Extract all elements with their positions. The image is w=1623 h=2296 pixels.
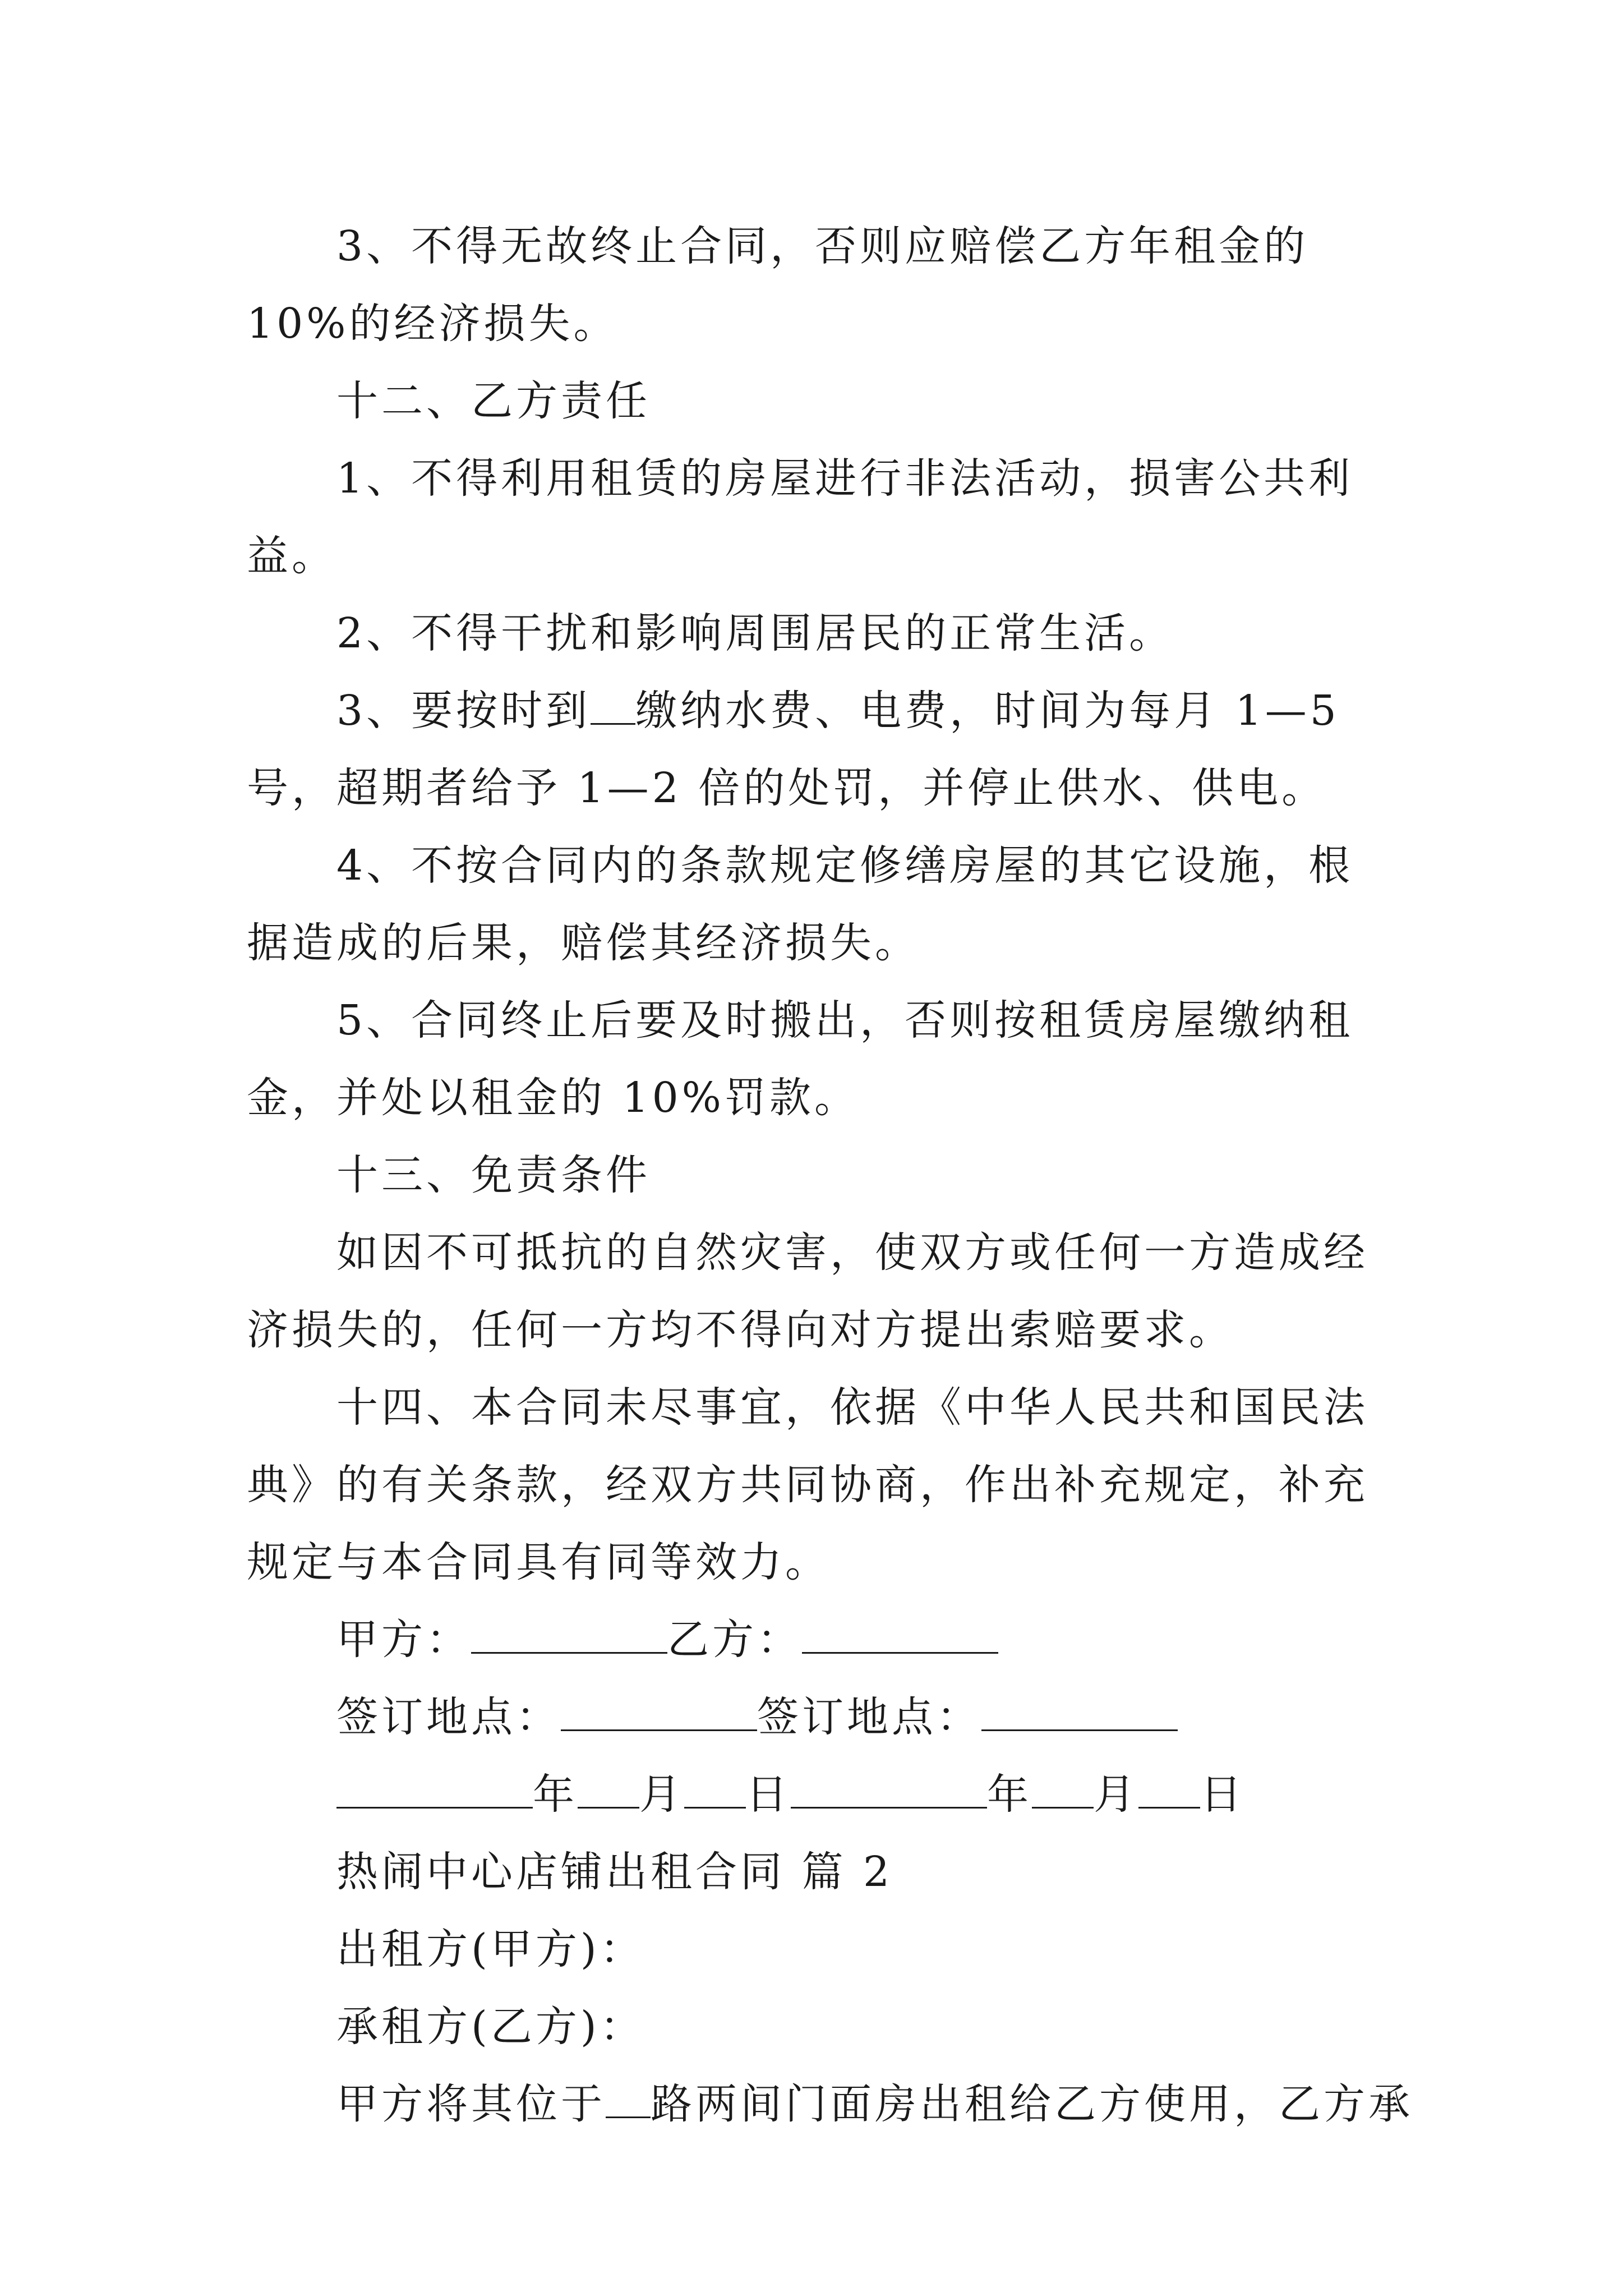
section-heading: 十二、乙方责任 bbox=[336, 377, 651, 425]
clause-paragraph: 2、不得干扰和影响周围居民的正常生活。 bbox=[336, 609, 1174, 657]
clause-paragraph bbox=[247, 2065, 1413, 2143]
year-label: 年 bbox=[533, 1770, 578, 1819]
place-a-label: 签订地点： bbox=[336, 1693, 561, 1741]
fill-blank bbox=[578, 1768, 639, 1809]
clause-text: 甲方将其位于 bbox=[336, 2080, 606, 2128]
signature-date-line bbox=[247, 1756, 1391, 1833]
day-label: 日 bbox=[1200, 1770, 1245, 1819]
fill-blank bbox=[791, 1768, 987, 1809]
place-b-label: 签订地点： bbox=[757, 1693, 981, 1741]
document-body bbox=[247, 208, 1413, 2143]
fill-blank bbox=[471, 1613, 667, 1654]
clause-text: 3、要按时到 bbox=[336, 687, 591, 735]
party-a-label: 甲方： bbox=[336, 1616, 471, 1664]
fill-blank bbox=[684, 1768, 746, 1809]
fill-blank bbox=[606, 2077, 651, 2118]
clause-paragraph: 1、不得利用租赁的房屋进行非法活动，损害公共利益。 bbox=[247, 454, 1354, 580]
fill-blank bbox=[561, 1690, 757, 1731]
section-title: 热闹中心店铺出租合同 篇 2 bbox=[336, 1848, 893, 1896]
year-label: 年 bbox=[987, 1770, 1032, 1819]
clause-paragraph: 3、不得无故终止合同，否则应赔偿乙方年租金的 10%的经济损失。 bbox=[247, 222, 1309, 348]
clause-text: 缴纳水费、电费，时间为每月 1—5 号，超期者给予 1—2 倍的处罚，并停止供水、供电。 bbox=[247, 687, 1340, 812]
fill-blank bbox=[1138, 1768, 1200, 1809]
party-b-label: 乙方： bbox=[667, 1616, 802, 1664]
clause-paragraph: 十四、本合同未尽事宜，依据《中华人民共和国民法典》的有关条款，经双方共同协商，作出补充规定，补充规定与本合同具有同等效力。 bbox=[247, 1383, 1368, 1586]
clause-text: 路两间门面房出租给乙方使用，乙方承 bbox=[651, 2080, 1413, 2128]
fill-blank bbox=[1032, 1768, 1094, 1809]
lessee-line: 承租方(乙方)： bbox=[336, 2003, 645, 2051]
clause-paragraph: 4、不按合同内的条款规定修缮房屋的其它设施，根据造成的后果，赔偿其经济损失。 bbox=[247, 841, 1354, 967]
month-label: 月 bbox=[639, 1770, 684, 1819]
clause-paragraph bbox=[247, 672, 1391, 827]
fill-blank bbox=[336, 1768, 533, 1809]
clause-paragraph: 如因不可抵抗的自然灾害，使双方或任何一方造成经济损失的，任何一方均不得向对方提出索赔要求。 bbox=[247, 1228, 1368, 1354]
day-label: 日 bbox=[746, 1770, 791, 1819]
signature-party-line bbox=[247, 1601, 1391, 1678]
clause-paragraph: 5、合同终止后要及时搬出，否则按租赁房屋缴纳租金，并处以租金的 10%罚款。 bbox=[247, 996, 1354, 1122]
fill-blank bbox=[981, 1690, 1178, 1731]
signature-place-line bbox=[247, 1678, 1391, 1756]
lessor-line: 出租方(甲方)： bbox=[336, 1925, 645, 1973]
section-heading: 十三、免责条件 bbox=[336, 1151, 651, 1199]
fill-blank bbox=[802, 1613, 998, 1654]
month-label: 月 bbox=[1094, 1770, 1138, 1819]
fill-blank bbox=[591, 684, 635, 725]
